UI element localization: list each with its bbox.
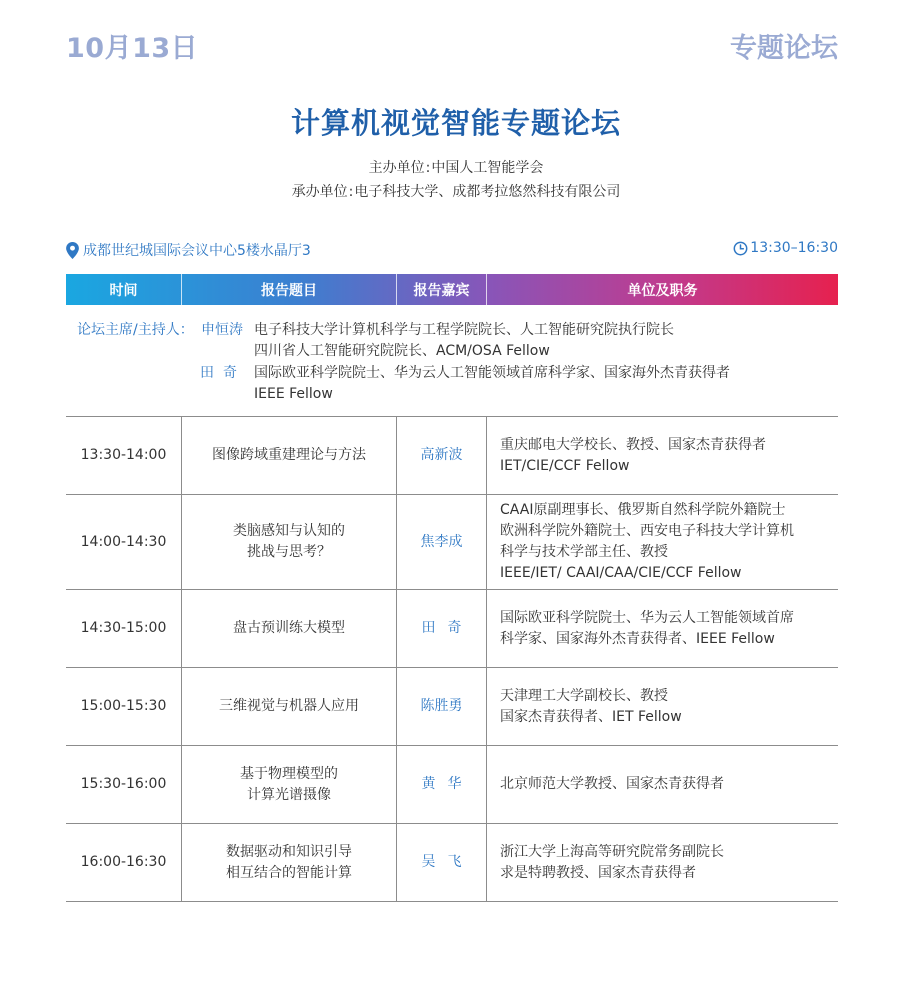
row-time: 15:30-16:00 [66, 746, 182, 823]
table-row [66, 590, 838, 668]
row-topic [182, 590, 397, 667]
clock-icon [733, 241, 748, 256]
affil-line: 科学与技术学部主任、教授 [500, 544, 668, 560]
affil-line: 国际欧亚科学院院士、华为云人工智能领域首席 [500, 609, 794, 626]
row-speaker: 陈胜勇 [397, 668, 487, 745]
topic-line: 基于物理模型的 [240, 765, 338, 782]
header-topic: 报告题目 [182, 274, 397, 305]
table-row [66, 746, 838, 824]
chair-title-line: 国际欧亚科学院院士、华为云人工智能领域首席科学家、国家海外杰青获得者 [254, 365, 730, 381]
row-time: 14:30-15:00 [66, 590, 182, 667]
topic-line: 计算光谱摄像 [247, 786, 331, 803]
row-affiliation [487, 590, 838, 667]
row-topic [182, 417, 397, 494]
chair-title-line: IEEE Fellow [254, 386, 333, 402]
row-time: 15:00-15:30 [66, 668, 182, 745]
affil-line: 北京师范大学教授、国家杰青获得者 [500, 776, 724, 792]
header-speaker: 报告嘉宾 [397, 274, 487, 305]
topic-line: 三维视觉与机器人应用 [219, 698, 359, 714]
page-section-title: 专题论坛 [730, 33, 838, 64]
table-row [66, 417, 838, 495]
topic-line: 类脑感知与认知的 [233, 523, 345, 539]
header-time: 时间 [66, 274, 182, 305]
topic-line: 盘古预训练大模型 [233, 620, 345, 636]
row-affiliation [487, 495, 838, 589]
schedule-table [66, 417, 838, 902]
row-time: 16:00-16:30 [66, 824, 182, 901]
row-topic [182, 495, 397, 589]
forum-chairs [66, 318, 838, 417]
topic-line: 挑战与思考？ [247, 544, 331, 560]
header-affiliation: 单位及职务 [627, 282, 698, 299]
forum-time-text: 13:30–16:30 [750, 240, 838, 256]
co-value: 电子科技大学、成都考拉悠然科技有限公司 [354, 184, 621, 200]
chair-title-line: 电子科技大学计算机科学与工程学院院长、人工智能研究院执行院长 [254, 322, 674, 338]
co-organizer: 承办单位:电子科技大学、成都考拉悠然科技有限公司 [291, 184, 621, 200]
row-speaker: 吴飞 [397, 824, 487, 901]
row-topic [182, 824, 397, 901]
venue [66, 240, 311, 260]
row-affiliation [487, 668, 838, 745]
affil-line: 天津理工大学副校长、教授 [500, 687, 668, 704]
affil-line: IEEE/IET/ CAAI/CAA/CIE/CCF Fellow [500, 565, 742, 581]
row-topic [182, 746, 397, 823]
host-label: 主办单位 [368, 160, 425, 176]
affil-line: 求是特聘教授、国家杰青获得者 [500, 864, 696, 881]
row-time: 13:30-14:00 [66, 417, 182, 494]
row-affiliation [487, 417, 838, 494]
row-speaker: 田奇 [397, 590, 487, 667]
affil-line: 欧洲科学院外籍院士、西安电子科技大学计算机 [500, 523, 794, 539]
chair-title-line: 四川省人工智能研究院院长、ACM/OSA Fellow [254, 343, 550, 359]
chairs-label: 论坛主席/主持人： [77, 322, 194, 338]
chair-name: 申恒涛 [201, 322, 243, 338]
row-affiliation [487, 746, 838, 823]
table-row [66, 824, 838, 902]
topic-line: 数据驱动和知识引导 [226, 843, 352, 860]
row-topic [182, 668, 397, 745]
row-speaker: 焦李成 [397, 495, 487, 589]
forum-time [733, 240, 838, 256]
co-label: 承办单位 [291, 184, 348, 200]
row-speaker: 黄华 [397, 746, 487, 823]
host-organizer: 主办单位:中国人工智能学会 [368, 160, 544, 176]
table-row [66, 495, 838, 590]
affil-line: IET/CIE/CCF Fellow [500, 457, 630, 474]
table-row [66, 668, 838, 746]
affil-line: 浙江大学上海高等研究院常务副院长 [500, 843, 724, 860]
topic-line: 相互结合的智能计算 [226, 864, 352, 881]
affil-line: 科学家、国家海外杰青获得者、IEEE Fellow [500, 630, 775, 647]
table-header [66, 274, 838, 305]
row-speaker: 高新波 [397, 417, 487, 494]
host-value: 中国人工智能学会 [431, 160, 544, 176]
affil-line: CAAI原副理事长、俄罗斯自然科学院外籍院士 [500, 502, 786, 518]
row-affiliation [487, 824, 838, 901]
affil-line: 国家杰青获得者、IET Fellow [500, 708, 682, 725]
page-date: 10月13日 [66, 33, 199, 64]
chair-name: 田奇 [200, 365, 246, 381]
venue-text: 成都世纪城国际会议中心5楼水晶厅3 [83, 243, 311, 259]
topic-line: 图像跨域重建理论与方法 [212, 447, 366, 463]
map-pin-icon [66, 242, 79, 259]
forum-title: 计算机视觉智能专题论坛 [290, 106, 621, 140]
row-time: 14:00-14:30 [66, 495, 182, 589]
affil-line: 重庆邮电大学校长、教授、国家杰青获得者 [500, 436, 766, 453]
